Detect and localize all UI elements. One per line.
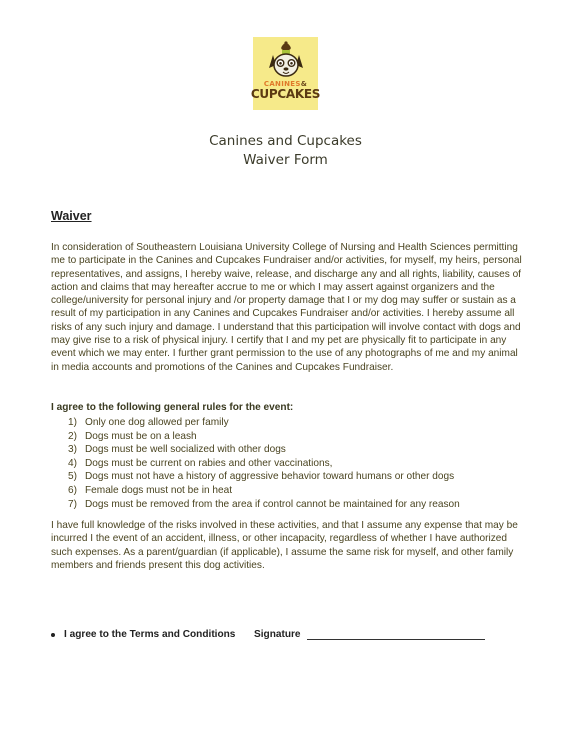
section-heading: Waiver (51, 209, 92, 223)
title-line-2: Waiver Form (243, 152, 328, 168)
bullet-icon (51, 633, 55, 637)
rule-item: 5) Dogs must not have a history of aggressive behavior toward humans or other dogs (68, 471, 455, 483)
rule-item: 6) Female dogs must not be in heat (68, 484, 233, 496)
rule-item: 7) Dogs must be removed from the area if control cannot be maintained for any reason (68, 498, 460, 510)
logo-text-bottom: CUPCAKES (250, 87, 321, 101)
logo-text-top: CANINES& (263, 80, 308, 88)
signature-block (254, 629, 485, 640)
signature-label: Signature (254, 629, 301, 640)
canines-cupcakes-logo (250, 37, 321, 110)
document-title (0, 132, 571, 170)
signature-line[interactable] (307, 629, 485, 640)
dog-cupcake-icon (266, 40, 306, 82)
agree-terms-item[interactable] (51, 629, 235, 640)
waiver-paragraph: In consideration of Southeastern Louisiana University College of Nursing and Health Sciences permitting me to participate in the Canines and Cupcakes Fundraiser and/or activities, for myself, my heirs, personal representatives, and assigns, I hereby waive, release, and discharge any and all rights, liability, causes of action and claims that may hereafter accrue to me or which I may assert against organizers and the college/university for personal injury and /or property damage that I or my dog may suffer or sustain as a result of my participation in any Canines and Cupcakes Fundraiser and/or activities. I hereby assume all risks of any such injury and damage. I understand that this participation will involve contact with dogs and may give rise to a risk of physical injury. I certify that I and my pet are physically fit to participate in any event which we may enter. I further grant permission to the use of any photographs of me and my animal in media accounts and promotions of the Canines and Cupcakes Fundraiser. (51, 242, 522, 373)
rule-item: 1) Only one dog allowed per family (68, 417, 229, 428)
risk-paragraph: I have full knowledge of the risks involved in these activities, and that I assume any expense that may be incurred I the event of an accident, illness, or other incapacity, regardless of whether I have authorized such expenses. As a parent/guardian (if applicable), I assume the same risk for myself, and other family members and friends present this dog activities. (51, 520, 518, 571)
rule-item: 4) Dogs must be current on rabies and other vaccinations, (68, 457, 333, 469)
rules-list (68, 416, 460, 511)
title-line-1: Canines and Cupcakes (209, 133, 362, 149)
rule-item: 3) Dogs must be well socialized with other dogs (68, 444, 286, 456)
agree-terms-label: I agree to the Terms and Conditions (64, 629, 236, 640)
rule-item: 2) Dogs must be on a leash (68, 430, 197, 442)
rules-heading: I agree to the following general rules for the event: (51, 402, 294, 413)
